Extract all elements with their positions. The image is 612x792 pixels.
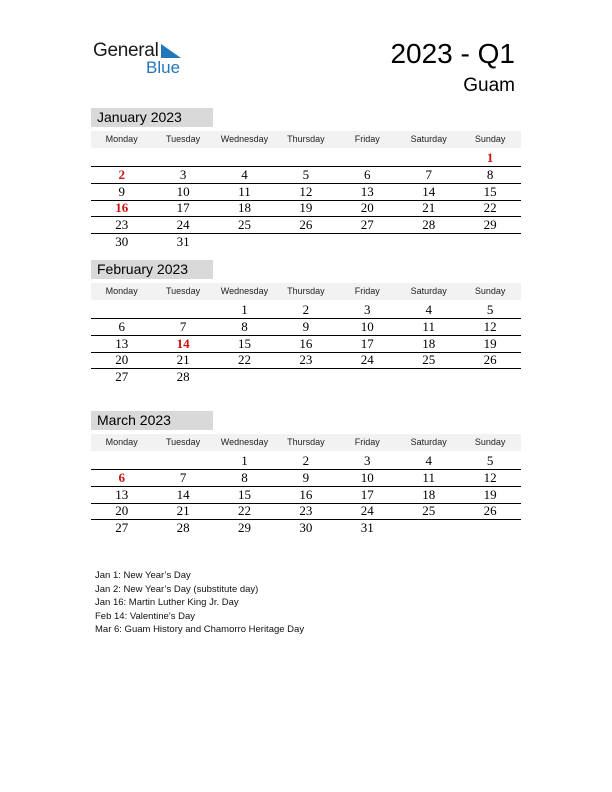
day-cell: 7 xyxy=(425,166,432,182)
weekday-label: Tuesday xyxy=(165,134,201,144)
week-row xyxy=(91,519,521,536)
day-cell: 31 xyxy=(176,234,190,249)
day-cell: 8 xyxy=(241,469,248,485)
month-name: January 2023 xyxy=(91,108,213,127)
day-cell: 18 xyxy=(237,200,251,216)
day-cell: 22 xyxy=(483,200,497,216)
holiday-notes xyxy=(95,569,304,637)
day-cell: 27 xyxy=(115,369,129,385)
weekday-label: Monday xyxy=(105,286,138,296)
week-row xyxy=(91,318,521,336)
day-cell: 27 xyxy=(115,520,129,536)
weekday-label: Friday xyxy=(354,437,380,447)
holiday-day-cell: 1 xyxy=(486,150,494,165)
day-cell: 20 xyxy=(115,352,129,368)
holiday-day-cell: 14 xyxy=(176,335,190,351)
week-row xyxy=(91,233,521,250)
day-cell: 30 xyxy=(115,234,129,249)
day-cell: 4 xyxy=(425,302,432,317)
day-cell: 26 xyxy=(483,503,497,519)
day-cell: 22 xyxy=(237,352,251,368)
day-cell: 16 xyxy=(299,335,313,351)
day-cell: 6 xyxy=(364,166,371,182)
holiday-day-cell: 16 xyxy=(115,200,129,216)
logo-word-blue: Blue xyxy=(146,58,181,77)
day-cell: 12 xyxy=(483,469,497,485)
day-cell: 24 xyxy=(360,352,374,368)
day-cell: 21 xyxy=(422,200,436,216)
logo-triangle-icon xyxy=(161,44,181,58)
holiday-day-cell: 6 xyxy=(118,469,125,485)
weekday-label: Wednesday xyxy=(220,286,269,296)
day-cell: 28 xyxy=(176,369,190,385)
week-row xyxy=(91,183,521,201)
weekday-label: Friday xyxy=(354,286,380,296)
country-name: Guam xyxy=(463,75,515,96)
generalblue-logo xyxy=(93,40,193,80)
day-cell: 9 xyxy=(302,469,310,485)
logo-word-general: General xyxy=(93,40,159,61)
weekday-label: Friday xyxy=(354,134,380,144)
day-cell: 11 xyxy=(238,183,251,199)
day-cell: 7 xyxy=(179,469,187,485)
day-cell: 14 xyxy=(176,486,190,502)
month-name: February 2023 xyxy=(91,260,213,279)
day-cell: 23 xyxy=(115,217,129,233)
weekday-label: Tuesday xyxy=(165,437,201,447)
day-cell: 26 xyxy=(483,352,497,368)
day-cell: 3 xyxy=(364,302,371,317)
month-name: March 2023 xyxy=(91,411,213,430)
weekday-label: Sunday xyxy=(474,286,506,296)
weekday-label: Thursday xyxy=(287,286,325,296)
day-cell: 20 xyxy=(115,503,129,519)
holiday-note: Jan 1: New Year’s Day xyxy=(95,570,191,581)
day-cell: 10 xyxy=(176,183,190,199)
day-cell: 25 xyxy=(237,217,251,233)
day-cell: 5 xyxy=(486,453,494,468)
day-cell: 15 xyxy=(483,183,497,199)
day-cell: 29 xyxy=(483,217,497,233)
day-cell: 1 xyxy=(241,302,248,317)
weekday-label: Sunday xyxy=(474,437,506,447)
page-title: 2023 - Q1 xyxy=(390,38,515,69)
day-cell: 25 xyxy=(422,503,436,519)
day-cell: 21 xyxy=(176,352,190,368)
day-cell: 19 xyxy=(483,335,497,351)
day-cell: 10 xyxy=(360,469,374,485)
day-cell: 11 xyxy=(422,318,435,334)
day-cell: 4 xyxy=(241,166,248,182)
week-row xyxy=(91,469,521,487)
weekday-label: Monday xyxy=(105,437,138,447)
day-cell: 6 xyxy=(118,318,125,334)
day-cell: 3 xyxy=(364,453,371,468)
week-row xyxy=(91,368,521,385)
holiday-note: Feb 14: Valentine’s Day xyxy=(95,610,195,622)
day-cell: 16 xyxy=(299,486,313,502)
day-cell: 24 xyxy=(360,503,374,519)
week-row xyxy=(91,335,521,353)
day-cell: 4 xyxy=(425,453,432,468)
day-cell: 8 xyxy=(486,166,494,182)
day-cell: 13 xyxy=(115,486,129,502)
holiday-note: Mar 6: Guam History and Chamorro Heritage Day xyxy=(95,624,305,635)
week-row xyxy=(91,166,521,184)
day-cell: 22 xyxy=(237,503,251,519)
weekday-label: Thursday xyxy=(287,134,325,144)
weekday-label: Saturday xyxy=(410,437,447,447)
day-cell: 20 xyxy=(360,200,374,216)
week-row xyxy=(91,502,521,520)
day-cell: 2 xyxy=(302,453,310,468)
weekday-label: Saturday xyxy=(410,134,447,144)
day-cell: 10 xyxy=(360,318,374,334)
day-cell: 29 xyxy=(237,520,251,536)
week-row xyxy=(91,452,521,470)
week-row xyxy=(91,486,521,504)
day-cell: 21 xyxy=(176,503,190,519)
day-cell: 27 xyxy=(360,217,374,233)
day-cell: 13 xyxy=(360,183,374,199)
week-row xyxy=(91,301,521,319)
weekday-label: Wednesday xyxy=(220,437,269,447)
day-cell: 3 xyxy=(179,166,187,182)
day-cell: 1 xyxy=(241,453,248,468)
day-cell: 18 xyxy=(422,486,436,502)
day-cell: 14 xyxy=(422,183,436,199)
weekday-label: Tuesday xyxy=(165,286,201,296)
weekday-header-row xyxy=(91,283,521,300)
week-row xyxy=(91,199,521,217)
week-row xyxy=(91,149,521,167)
week-row xyxy=(91,351,521,369)
day-cell: 17 xyxy=(360,335,374,351)
weekday-header-row xyxy=(91,434,521,451)
day-cell: 28 xyxy=(176,520,190,536)
day-cell: 31 xyxy=(360,520,374,536)
weekday-label: Monday xyxy=(105,134,138,144)
day-cell: 19 xyxy=(299,200,313,216)
day-cell: 12 xyxy=(483,318,497,334)
day-cell: 15 xyxy=(237,486,251,502)
weekday-label: Thursday xyxy=(287,437,325,447)
weekday-label: Saturday xyxy=(410,286,447,296)
holiday-note: Jan 16: Martin Luther King Jr. Day xyxy=(95,597,239,608)
weekday-label: Sunday xyxy=(474,134,506,144)
week-row xyxy=(91,216,521,234)
day-cell: 25 xyxy=(422,352,436,368)
day-cell: 23 xyxy=(299,352,313,368)
day-cell: 17 xyxy=(360,486,374,502)
day-cell: 24 xyxy=(176,217,190,233)
day-cell: 28 xyxy=(422,217,436,233)
day-cell: 2 xyxy=(302,302,310,317)
day-cell: 30 xyxy=(299,520,313,536)
day-cell: 15 xyxy=(237,335,251,351)
weekday-label: Wednesday xyxy=(220,134,269,144)
holiday-day-cell: 2 xyxy=(118,166,125,182)
day-cell: 13 xyxy=(115,335,129,351)
weekday-header-row xyxy=(91,131,521,148)
day-cell: 9 xyxy=(118,183,125,199)
day-cell: 5 xyxy=(302,166,310,182)
holiday-note: Jan 2: New Year’s Day (substitute day) xyxy=(95,583,259,595)
day-cell: 11 xyxy=(422,469,435,485)
day-cell: 18 xyxy=(422,335,436,351)
day-cell: 19 xyxy=(483,486,497,502)
day-cell: 12 xyxy=(299,183,313,199)
day-cell: 17 xyxy=(176,200,190,216)
day-cell: 8 xyxy=(241,318,248,334)
day-cell: 7 xyxy=(179,318,187,334)
day-cell: 26 xyxy=(299,217,313,233)
day-cell: 9 xyxy=(302,318,310,334)
day-cell: 5 xyxy=(486,302,494,317)
day-cell: 23 xyxy=(299,503,313,519)
